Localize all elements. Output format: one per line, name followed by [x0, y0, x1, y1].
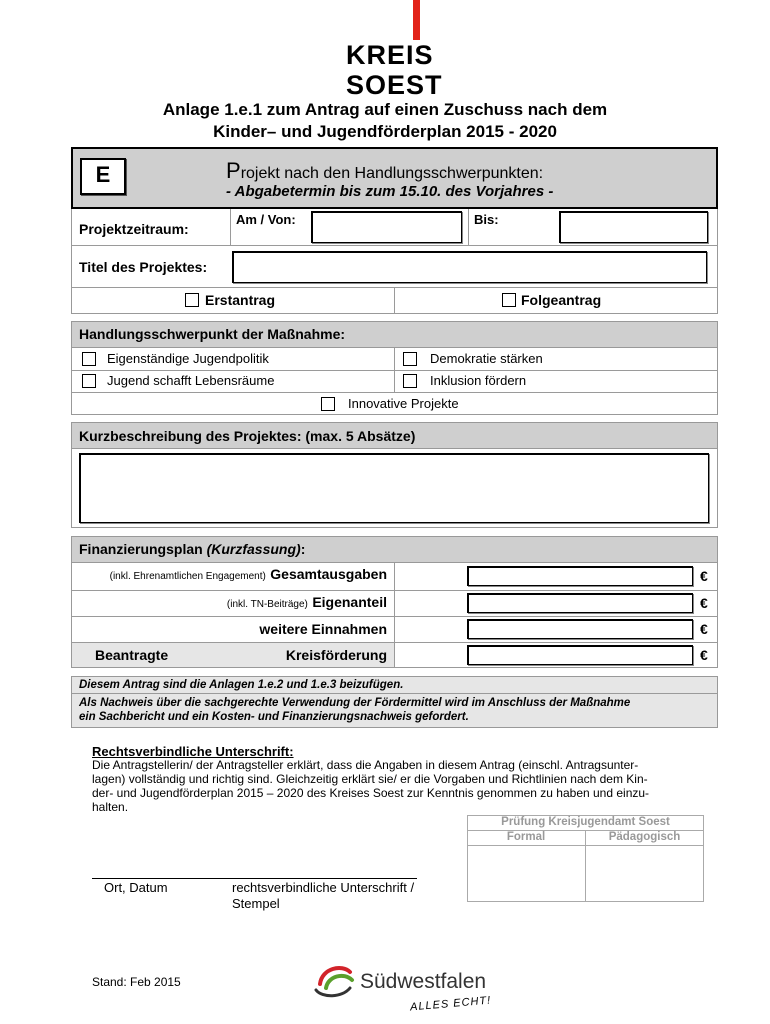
financing-heading: [79, 541, 305, 557]
logo-kreis: KREIS: [346, 40, 434, 70]
first-application-checkbox[interactable]: [185, 293, 199, 307]
focus-heading: Handlungsschwerpunkt der Maßnahme:: [79, 326, 346, 342]
district-funding-label: Kreisförderung: [285, 647, 387, 663]
financing-heading-colon: :: [300, 541, 306, 557]
review-heading: Prüfung Kreisjugendamt Soest: [501, 816, 670, 828]
review-col-pedagogical: Pädagogisch: [608, 831, 681, 843]
footer-brand: Südwestfalen: [360, 970, 487, 993]
declaration-line: lagen) vollständig und richtig sind. Gleichzeitig erklärt sie/ er die Vorgaben und Richtlinien nach dem Kin-: [92, 772, 648, 786]
focus-checkbox-living-spaces[interactable]: [82, 374, 96, 388]
logo-soest: SOEST: [346, 70, 443, 100]
logo-red-bar: [413, 0, 420, 40]
project-title-input[interactable]: [232, 251, 707, 283]
other-income-label: weitere Einnahmen: [259, 621, 387, 637]
requested-label: Beantragte: [95, 647, 169, 663]
header-heading-initial: P: [226, 158, 241, 183]
total-label: Gesamtausgaben: [270, 566, 387, 582]
focus-label-democracy: Demokratie stärken: [430, 351, 543, 366]
notes-line3: ein Sachbericht und ein Kosten- und Finanzierungsnachweis gefordert.: [79, 711, 469, 723]
focus-checkbox-youth-policy[interactable]: [82, 352, 96, 366]
declaration-line: Die Antragstellerin/ der Antragsteller erklärt, dass die Angaben in diesem Antrag (einschl. Antragsunter-: [92, 758, 639, 772]
currency-symbol: €: [700, 647, 708, 663]
district-funding-input[interactable]: [467, 645, 693, 665]
page-title-line2: Kinder– und Jugendförderplan 2015 - 2020: [213, 122, 557, 141]
period-label: Projektzeitraum:: [79, 221, 189, 237]
place-date-label: Ort, Datum: [104, 880, 168, 895]
other-income-input[interactable]: [467, 619, 693, 639]
header-heading-text: rojekt nach den Handlungsschwerpunkten:: [240, 165, 544, 182]
focus-label-living-spaces: Jugend schafft Lebensräume: [107, 373, 275, 388]
currency-symbol: €: [700, 568, 708, 584]
signature-label-2: Stempel: [232, 896, 280, 911]
total-expenses-input[interactable]: [467, 566, 693, 586]
financing-heading-text: Finanzierungsplan: [79, 541, 207, 557]
own-share-label: Eigenanteil: [312, 594, 387, 610]
header-heading: [226, 158, 706, 184]
focus-checkbox-inclusion[interactable]: [403, 374, 417, 388]
focus-label-innovative: Innovative Projekte: [348, 396, 459, 411]
first-application-label: Erstantrag: [205, 292, 276, 308]
own-share-input[interactable]: [467, 593, 693, 613]
follow-application-label: Folgeantrag: [521, 292, 602, 308]
financing-row: [80, 566, 387, 584]
footer-date: Stand: Feb 2015: [92, 975, 181, 989]
focus-label-youth-policy: Eigenständige Jugendpolitik: [107, 351, 269, 366]
footer-slogan: ALLES ECHT!: [409, 994, 492, 1014]
notes-line2: Als Nachweis über die sachgerechte Verwendung der Fördermittel wird im Anschluss der Maßnahme: [79, 697, 631, 709]
focus-label-inclusion: Inklusion fördern: [430, 373, 527, 388]
financing-row: [80, 594, 387, 612]
to-label: Bis:: [474, 212, 499, 227]
follow-application-checkbox[interactable]: [502, 293, 516, 307]
financing-heading-italic: (Kurzfassung): [206, 541, 301, 557]
description-textarea[interactable]: [79, 453, 709, 523]
declaration-line: der- und Jugendförderplan 2015 – 2020 des Kreises Soest zur Kenntnis genommen zu haben und einzu-: [92, 786, 650, 800]
focus-checkbox-innovative[interactable]: [321, 397, 335, 411]
signature-line[interactable]: [92, 878, 417, 879]
logo-arc-dark: [316, 988, 350, 996]
from-label: Am / Von:: [236, 212, 296, 227]
currency-symbol: €: [700, 595, 708, 611]
page-title-line1: Anlage 1.e.1 zum Antrag auf einen Zuschuss nach dem: [162, 100, 608, 119]
from-date-input[interactable]: [311, 211, 462, 243]
signature-heading: Rechtsverbindliche Unterschrift:: [92, 744, 294, 759]
section-letter: E: [95, 162, 111, 187]
logo-arc-green: [326, 976, 352, 988]
description-heading: Kurzbeschreibung des Projektes: (max. 5 Absätze): [79, 428, 416, 444]
total-note: (inkl. Ehrenamtlichen Engagement): [109, 571, 266, 582]
own-share-note: (inkl. TN-Beiträge): [226, 599, 308, 610]
project-title-label: Titel des Projektes:: [79, 259, 208, 275]
currency-symbol: €: [700, 621, 708, 637]
deadline-text: - Abgabetermin bis zum 15.10. des Vorjahres -: [226, 183, 554, 200]
suedwestfalen-logo-icon: [312, 958, 358, 998]
to-date-input[interactable]: [559, 211, 708, 243]
review-col-formal: Formal: [506, 831, 546, 843]
notes-line1: Diesem Antrag sind die Anlagen 1.e.2 und 1.e.3 beizufügen.: [79, 679, 404, 691]
focus-checkbox-democracy[interactable]: [403, 352, 417, 366]
signature-label-1: rechtsverbindliche Unterschrift /: [232, 880, 415, 895]
declaration-line: halten.: [92, 800, 129, 814]
